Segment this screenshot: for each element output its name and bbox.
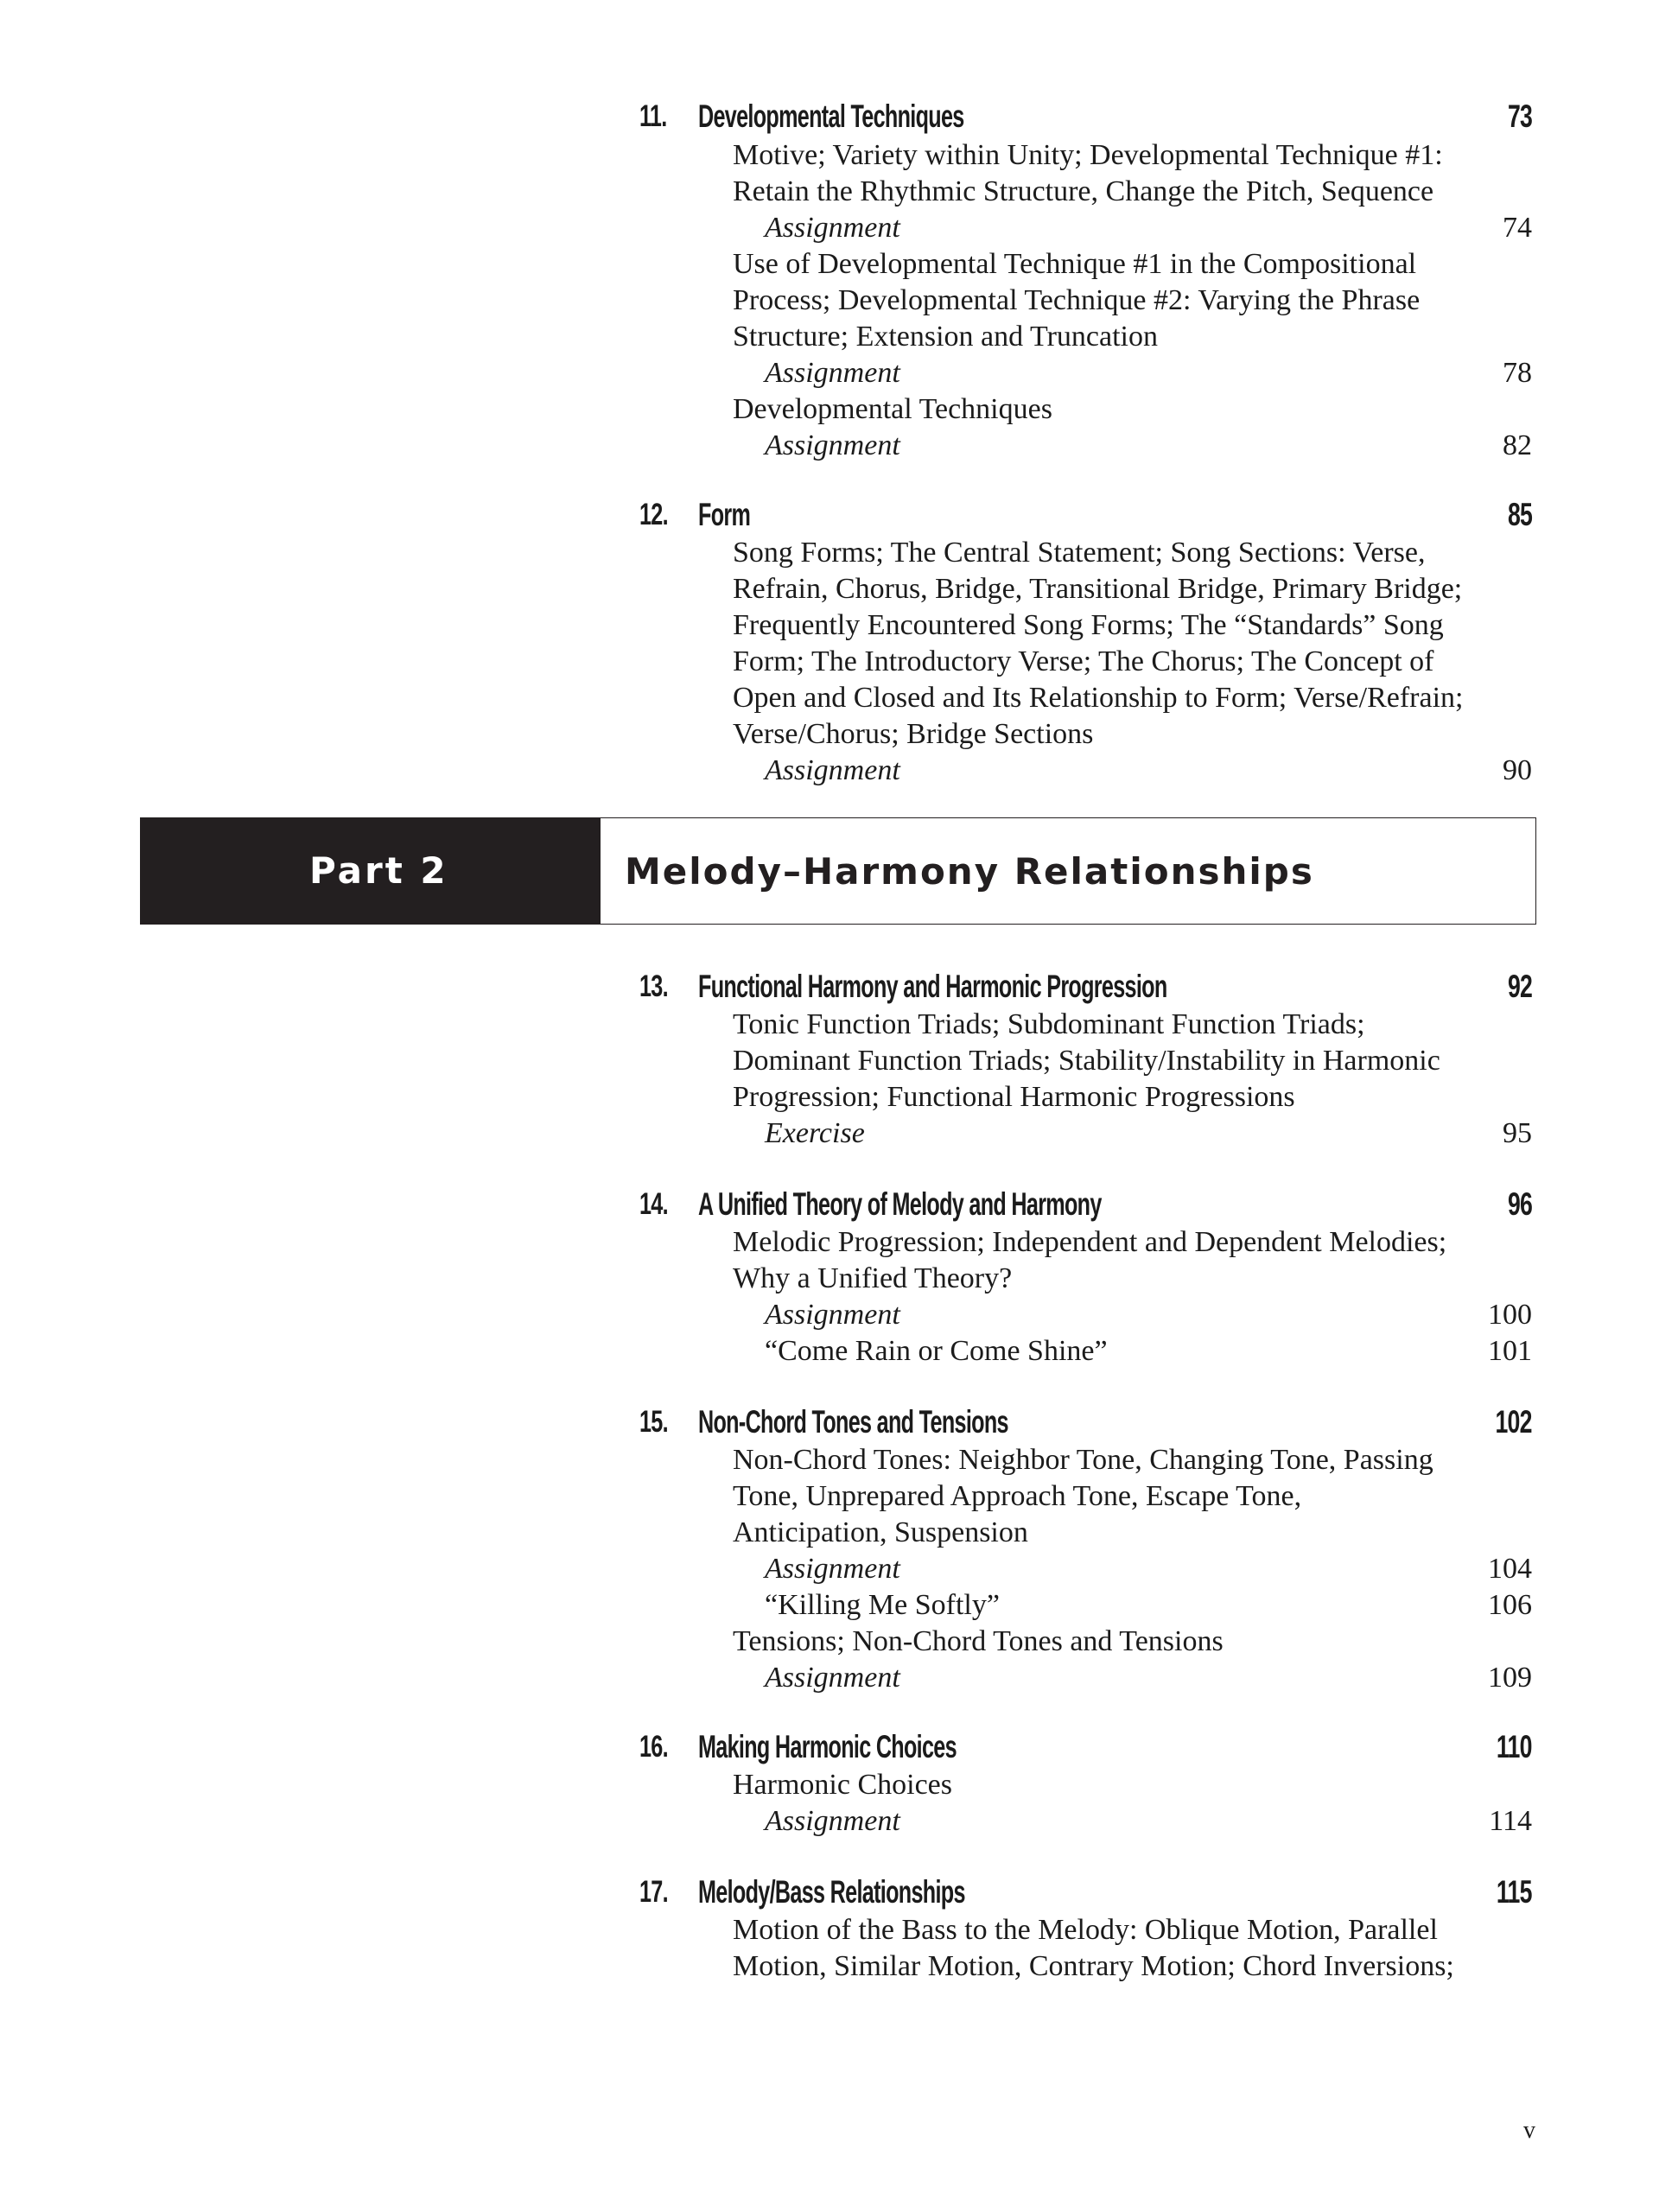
chapter-title: Non-Chord Tones and Tensions (698, 1404, 1008, 1440)
toc-subentry[interactable] (765, 1297, 1532, 1333)
chapter-description: Open and Closed and Its Relationship to Form; Verse/Refrain; (733, 682, 1464, 714)
chapter-number: 17. (639, 1875, 668, 1909)
chapter-title: Melody/Bass Relationships (698, 1874, 965, 1910)
toc-subentry[interactable] (765, 1551, 1532, 1587)
chapter-description: Tonic Function Triads; Subdominant Function Triads; (733, 1008, 1365, 1040)
chapter-number: 12. (639, 498, 668, 531)
chapter-page: 110 (1497, 1729, 1532, 1764)
toc-subentry[interactable] (765, 355, 1532, 391)
chapter-description: Motion of the Bass to the Melody: Oblique Motion, Parallel (733, 1914, 1438, 1946)
chapter-description: Verse/Chorus; Bridge Sections (733, 718, 1094, 750)
chapter-11-heading[interactable] (0, 95, 1659, 138)
toc-subentry[interactable] (765, 1660, 1532, 1696)
subentry-page: 101 (1488, 1335, 1532, 1367)
chapter-description: Use of Developmental Technique #1 in the Compositional (733, 248, 1417, 280)
subentry-label: “Come Rain or Come Shine” (765, 1335, 1108, 1367)
chapter-description: Frequently Encountered Song Forms; The “Standards” Song (733, 609, 1444, 641)
subentry-page: 106 (1488, 1589, 1532, 1621)
chapter-description: Progression; Functional Harmonic Progressions (733, 1081, 1295, 1113)
part-title-box (600, 817, 1536, 925)
chapter-page: 85 (1507, 497, 1532, 532)
part-label-box (140, 817, 600, 925)
subentry-page: 95 (1503, 1117, 1532, 1149)
subentry-label: Assignment (765, 1553, 900, 1585)
chapter-description: Structure; Extension and Truncation (733, 321, 1159, 353)
chapter-page: 102 (1495, 1404, 1532, 1440)
subentry-label: Assignment (765, 212, 900, 244)
chapter-description: Why a Unified Theory? (733, 1262, 1013, 1294)
subentry-page: 104 (1488, 1553, 1532, 1585)
chapter-title: Form (698, 497, 751, 532)
subentry-label: Assignment (765, 357, 900, 389)
chapter-number: 14. (639, 1187, 668, 1221)
chapter-description: Motive; Variety within Unity; Developmental Technique #1: (733, 139, 1443, 171)
subentry-page: 100 (1488, 1299, 1532, 1331)
chapter-13-heading[interactable] (0, 965, 1659, 1008)
page-number: v (1523, 2117, 1535, 2144)
chapter-description: Form; The Introductory Verse; The Chorus; The Concept of (733, 645, 1434, 677)
part-banner (140, 817, 1536, 925)
subentry-label: Assignment (765, 429, 900, 461)
chapter-description: Process; Developmental Technique #2: Varying the Phrase (733, 284, 1421, 316)
subentry-page: 109 (1488, 1662, 1532, 1694)
subentry-label: “Killing Me Softly” (765, 1589, 1000, 1621)
chapter-17-heading[interactable] (0, 1871, 1659, 1914)
chapter-description: Non-Chord Tones: Neighbor Tone, Changing Tone, Passing (733, 1444, 1433, 1476)
chapter-12-heading[interactable] (0, 493, 1659, 537)
chapter-page: 92 (1507, 969, 1532, 1004)
toc-subentry[interactable] (765, 1587, 1532, 1624)
toc-subentry[interactable] (765, 428, 1532, 464)
chapter-page: 96 (1507, 1186, 1532, 1222)
subentry-label: Assignment (765, 1805, 900, 1837)
subentry-label: Assignment (765, 754, 900, 786)
part-label: Part 2 (309, 849, 448, 892)
toc-subentry[interactable] (765, 1333, 1532, 1370)
subentry-label: Assignment (765, 1299, 900, 1331)
chapter-description: Melodic Progression; Independent and Dependent Melodies; (733, 1226, 1447, 1258)
toc-subentry[interactable] (765, 1803, 1532, 1840)
chapter-description: Anticipation, Suspension (733, 1516, 1028, 1548)
chapter-15-heading[interactable] (0, 1401, 1659, 1444)
chapter-title: Functional Harmony and Harmonic Progression (698, 969, 1167, 1004)
subentry-page: 74 (1503, 212, 1532, 244)
chapter-page: 115 (1497, 1874, 1532, 1910)
chapter-number: 13. (639, 969, 668, 1003)
chapter-description: Dominant Function Triads; Stability/Instability in Harmonic (733, 1045, 1440, 1077)
chapter-title: Developmental Techniques (698, 99, 964, 134)
chapter-page: 73 (1507, 99, 1532, 134)
chapter-title: Making Harmonic Choices (698, 1729, 957, 1764)
chapter-description: Refrain, Chorus, Bridge, Transitional Bridge, Primary Bridge; (733, 573, 1463, 605)
toc-subentry[interactable] (765, 210, 1532, 246)
chapter-description: Tensions; Non-Chord Tones and Tensions (733, 1625, 1224, 1657)
chapter-title: A Unified Theory of Melody and Harmony (698, 1186, 1102, 1222)
subentry-page: 82 (1503, 429, 1532, 461)
chapter-14-heading[interactable] (0, 1183, 1659, 1226)
chapter-description: Harmonic Choices (733, 1769, 952, 1801)
chapter-16-heading[interactable] (0, 1726, 1659, 1769)
part-title: Melody–Harmony Relationships (625, 850, 1314, 893)
chapter-description: Motion, Similar Motion, Contrary Motion; Chord Inversions; (733, 1950, 1454, 1982)
subentry-page: 90 (1503, 754, 1532, 786)
subentry-label: Exercise (765, 1117, 865, 1149)
subentry-page: 78 (1503, 357, 1532, 389)
toc-subentry[interactable] (765, 753, 1532, 789)
toc-subentry[interactable] (765, 1116, 1532, 1152)
chapter-description: Tone, Unprepared Approach Tone, Escape Tone, (733, 1480, 1302, 1512)
chapter-number: 16. (639, 1730, 668, 1764)
chapter-description: Retain the Rhythmic Structure, Change the Pitch, Sequence (733, 175, 1434, 207)
subentry-label: Assignment (765, 1662, 900, 1694)
subentry-page: 114 (1489, 1805, 1532, 1837)
chapter-number: 11. (639, 99, 667, 133)
chapter-description: Developmental Techniques (733, 393, 1052, 425)
chapter-number: 15. (639, 1405, 668, 1439)
chapter-description: Song Forms; The Central Statement; Song Sections: Verse, (733, 537, 1426, 569)
